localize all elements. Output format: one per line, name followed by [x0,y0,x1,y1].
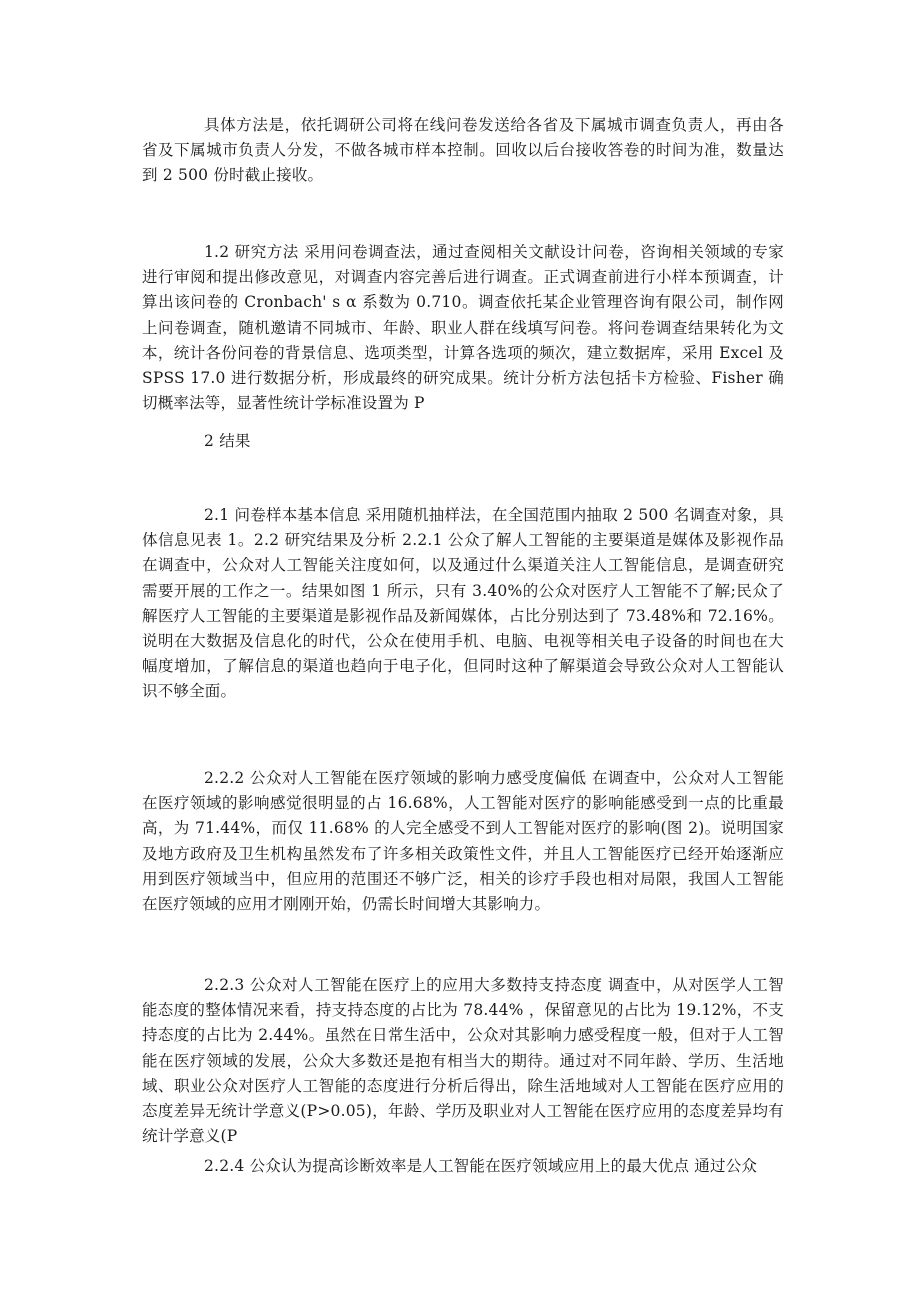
paragraph-2-2-3-attitude: 2.2.3 公众对人工智能在医疗上的应用大多数持支持态度 调查中，从对医学人工智能态度的整体情况来看，持支持态度的占比为 78.44% ，保留意见的占比为 19.12%，不支持态度的占比为 2.44%。虽然在日常生活中，公众对其影响力感受程度一般，但对于人工智能在医疗领域的发展，公众大多数还是抱有相当大的期待。通过对不同年龄、学历、生活地域、职业公众对医疗人工智能的态度进行分析后得出，除生活地域对人工智能在医疗应用的态度差异无统计学意义(P>0.05)，年龄、学历及职业对人工智能在医疗应用的态度差异均有统计学意义(P [142,976,784,1146]
paragraph-2-2-4-advantage: 2.2.4 公众认为提高诊断效率是人工智能在医疗领域应用上的最大优点 通过公众 [204,1157,758,1175]
paragraph-method-detail: 具体方法是，依托调研公司将在线问卷发送给各省及下属城市调查负责人，再由各省及下属城市负责人分发，不做各城市样本控制。回收以后台接收答卷的时间为准，数量达到 2 500 份时截止接收。 [142,116,784,185]
paragraph-1-2-research-method: 1.2 研究方法 采用问卷调查法，通过查阅相关文献设计问卷，咨询相关领域的专家进行审阅和提出修改意见，对调查内容完善后进行调查。正式调查前进行小样本预调查，计算出该问卷的 Cronbach' s α 系数为 0.710。调查依托某企业管理咨询有限公司，制作网上问卷调查，随机邀请不同城市、年龄、职业人群在线填写问卷。将问卷调查结果转化为文本，统计各份问卷的背景信息、选项类型，计算各选项的频次，建立数据库，采用 Excel 及 SPSS 17.0 进行数据分析，形成最终的研究成果。统计分析方法包括卡方检验、Fisher 确切概率法等，显著性统计学标准设置为 P [142,243,784,413]
paragraph-2-2-2-influence: 2.2.2 公众对人工智能在医疗领域的影响力感受度偏低 在调查中，公众对人工智能在医疗领域的影响感觉很明显的占 16.68%，人工智能对医疗的影响能感受到一点的比重最高，为 71.44%，而仅 11.68% 的人完全感受不到人工智能对医疗的影响(图 2)。说明国家及地方政府及卫生机构虽然发布了许多相关政策性文件，并且人工智能医疗已经开始逐渐应用到医疗领域当中，但应用的范围还不够广泛，相关的诊疗手段也相对局限，我国人工智能在医疗领域的应用才刚刚开始，仍需长时间增大其影响力。 [142,769,784,914]
paragraph-2-1-sample-info: 2.1 问卷样本基本信息 采用随机抽样法，在全国范围内抽取 2 500 名调查对象，具体信息见表 1。2.2 研究结果及分析 2.2.1 公众了解人工智能的主要渠道是媒体及影视作品 在调查中，公众对人工智能关注度如何，以及通过什么渠道关注人工智能信息，是调查研究需要开展的工作之一。结果如图 1 所示，只有 3.40%的公众对医疗人工智能不了解;民众了解医疗人工智能的主要渠道是影视作品及新闻媒体，占比分别达到了 73.48%和 72.16%。说明在大数据及信息化的时代，公众在使用手机、电脑、电视等相关电子设备的时间也在大幅度增加，了解信息的渠道也趋向于电子化，但同时这种了解渠道会导致公众对人工智能认识不够全面。 [142,506,784,701]
section-heading-results: 2 结果 [204,432,251,450]
